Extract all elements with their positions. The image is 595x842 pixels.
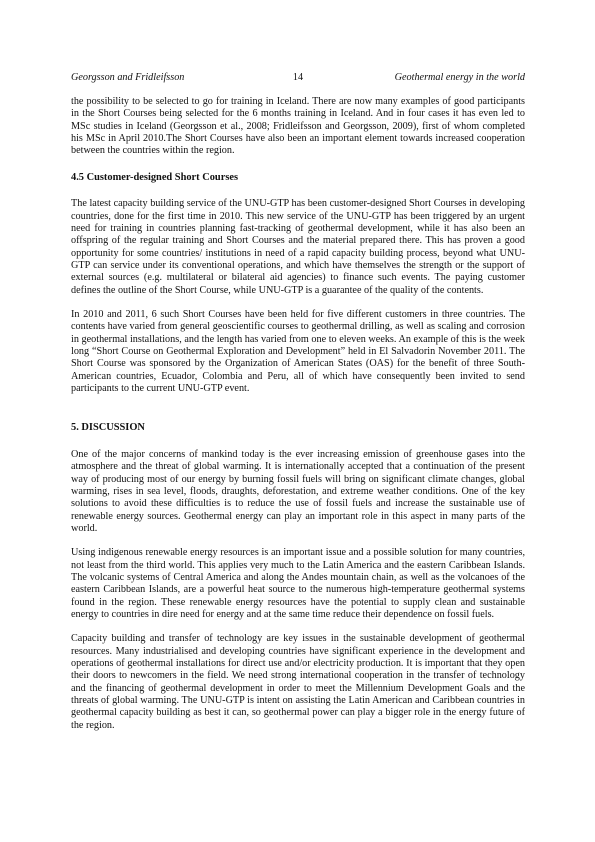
paragraph-4-5-2: In 2010 and 2011, 6 such Short Courses have been held for five different customers in three countries. The contents have varied from general geoscientific courses to geothermal drilling, as well as scaling and corrosion in geothermal installations, and the length has varied from one to eleven weeks. An example of this is the week long “Short Course on Geothermal Exploration and Development” held in El Salvadorin November 2011. The Short Course was sponsored by the Organization of American States (OAS) for the benefit of three South-American countries, Ecuador, Colombia and Peru, all of which have consequently been invited to send participants to the current UNU-GTP event. (71, 308, 525, 395)
paragraph-4-5-1: The latest capacity building service of the UNU-GTP has been customer-designed Short Courses in developing countries, done for the first time in 2010. This new service of the UNU-GTP has been triggered by an urgent need for training in countries planning fast-tracking of geothermal development, while it has also been an offspring of the regular training and Short Courses and the material prepared there. This has proven a good opportunity for some countries/ institutions in need of a rapid capacity building process, beyond what UNU-GTP can service under its conventional operations, and which have themselves the strength or the support of external sources (e.g. multilateral or bilateral aid agencies) to finance such events. The paying customer defines the outline of the Short Course, while UNU-GTP is a guarantee of the quality of the contents. (71, 198, 525, 296)
paragraph-intro: the possibility to be selected to go for training in Iceland. There are now many examples of good participants in the Short Courses being selected for the 6 months training in Iceland. And in four cases it has even led to MSc studies in Iceland (Georgsson et al., 2008; Fridleifsson and Georgsson, 2009), first of whom completed his MSc in April 2010.The Short Courses have also been an important element towards increased cooperation between the countries within the region. (71, 96, 525, 157)
section-heading-4-5: 4.5 Customer-designed Short Courses (71, 171, 239, 183)
paragraph-5-1: One of the major concerns of mankind today is the ever increasing emission of greenhouse gases into the atmosphere and the threat of global warming. It is internationally accepted that a continuation of the present way of producing most of our energy by burning fossil fuels will bring on significant climate changes, global warming, rises in sea level, floods, draughts, deforestation, and extreme weather conditions. One of the key solutions to avoid these difficulties is to reduce the use of fossil fuels and increase the sustainable use of renewable energy sources. Geothermal energy can play an important role in this aspect in many parts of the world. (71, 448, 525, 534)
paragraph-5-2: Using indigenous renewable energy resources is an important issue and a possible solution for many countries, not least from the third world. This applies very much to the Latin America and the eastern Caribbean Islands. The volcanic systems of Central America and along the Andes mountain chain, as well as the volcanoes of the eastern Caribbean Islands, are a powerful heat source to the numerous high-temperature geothermal systems found in the region. These renewable energy resources have the potential to supply clean and sustainable energy to countries in dire need for energy and at the same time reduce their dependence on fossil fuels. (71, 547, 525, 620)
header-authors: Georgsson and Fridleifsson (71, 72, 185, 83)
running-header (71, 71, 525, 85)
section-heading-5: 5. DISCUSSION (71, 422, 145, 434)
paragraph-5-3: Capacity building and transfer of technology are key issues in the sustainable development of geothermal resources. Many industrialised and developing countries have significant experience in the development and operations of geothermal installations for direct use and/or electricity production. It is important that they open their doors to newcomers in the field. We need strong international cooperation in the transfer of technology and the financing of geothermal development in order to meet the Millennium Development Goals and the threats of global warming. The UNU-GTP is intent on assisting the Latin American and Caribbean countries in geothermal capacity building as best it can, so geothermal power can play a bigger role in the energy future of the region. (71, 633, 525, 731)
header-running-title: Geothermal energy in the world (394, 72, 525, 83)
page-body (71, 96, 525, 732)
page-number: 14 (292, 72, 304, 83)
